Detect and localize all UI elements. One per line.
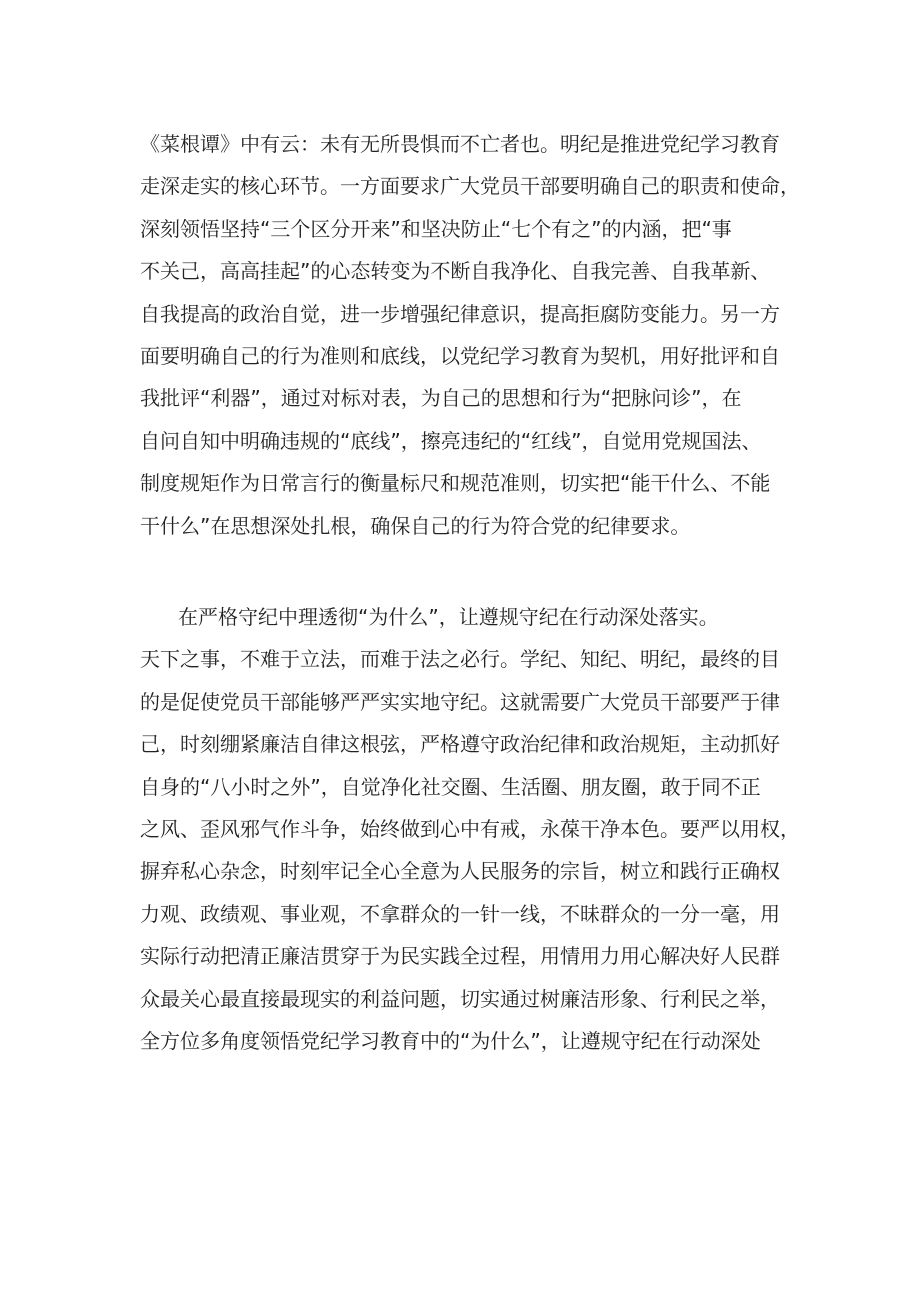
text-line: 《菜根谭》中有云：未有无所畏惧而不亡者也。明纪是推进党纪学习教育	[140, 132, 780, 156]
text-line: 我批评“利器”，通过对标对表，为自己的思想和行为“把脉问诊”，在	[140, 386, 742, 410]
text-line: 的是促使党员干部能够严严实实地守纪。这就需要广大党员干部要严于律	[140, 690, 780, 714]
text-line: 力观、政绩观、事业观，不拿群众的一针一线，不昧群众的一分一毫，用	[140, 902, 780, 926]
text-line: 自我提高的政治自觉，进一步增强纪律意识，提高拒腐防变能力。另一方	[140, 302, 780, 326]
text-line	[140, 1064, 800, 1104]
text-line: 干什么”在思想深处扎根，确保自己的行为符合党的纪律要求。	[140, 514, 691, 538]
text-line: 不关己，高高挂起”的心态转变为不断自我净化、自我完善、自我革新、	[140, 259, 771, 283]
paragraph-heading-line: 在严格守纪中理透彻“为什么”，让遵规守纪在行动深处落实。	[178, 605, 719, 629]
text-line: 制度规矩作为日常言行的衡量标尺和规范准则，切实把“能干什么、不能	[140, 471, 771, 495]
text-line: 自问自知中明确违规的“底线”，擦亮违纪的“红线”，自觉用党规国法、	[140, 429, 762, 453]
text-line: 深刻领悟坚持“三个区分开来”和坚决防止“七个有之”的内涵，把“事	[140, 217, 732, 241]
text-line: 走深走实的核心环节。一方面要求广大党员干部要明确自己的职责和使命，	[140, 174, 800, 198]
text-line	[140, 1106, 800, 1146]
text-line: 众最关心最直接最现实的利益问题，切实通过树廉洁形象、行利民之举，	[140, 987, 780, 1011]
text-line: 天下之事，不难于立法，而难于法之必行。学纪、知纪、明纪，最终的目	[140, 647, 780, 671]
text-line: 自身的“八小时之外”，自觉净化社交圈、生活圈、朋友圈，敢于同不正	[140, 775, 761, 799]
text-line: 全方位多角度领悟党纪学习教育中的“为什么”，让遵规守纪在行动深处	[140, 1029, 761, 1053]
text-line: 之风、歪风邪气作斗争，始终做到心中有戒，永葆干净本色。要严以用权，	[140, 817, 800, 841]
text-line: 摒弃私心杂念，时刻牢记全心全意为人民服务的宗旨，树立和践行正确权	[140, 859, 780, 883]
text-line: 己，时刻绷紧廉洁自律这根弦，严格遵守政治纪律和政治规矩，主动抓好	[140, 732, 780, 756]
text-line: 实际行动把清正廉洁贯穿于为民实践全过程，用情用力用心解决好人民群	[140, 944, 780, 968]
text-line: 面要明确自己的行为准则和底线，以党纪学习教育为契机，用好批评和自	[140, 344, 780, 368]
